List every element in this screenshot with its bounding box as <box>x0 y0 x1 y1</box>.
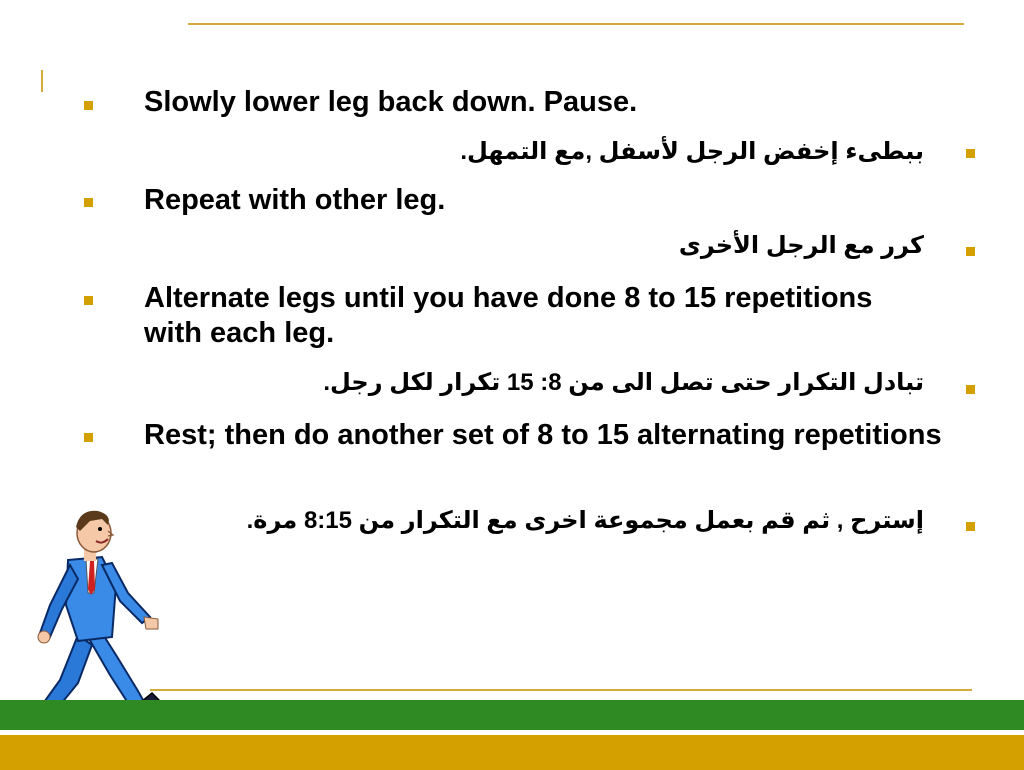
ar-item-text: تبادل التكرار حتى تصل الى من 8: 15 تكرار لكل رجل. <box>323 369 924 396</box>
walking-man-icon <box>20 505 170 730</box>
en-item-text: Alternate legs until you have done 8 to 15 repetitions with each leg. <box>144 282 873 349</box>
square-bullet-icon <box>966 385 975 394</box>
footer-band-gold <box>0 733 1024 770</box>
square-bullet-icon <box>84 296 93 305</box>
bottom-divider-line <box>150 689 972 691</box>
square-bullet-icon <box>966 149 975 158</box>
square-bullet-icon <box>966 522 975 531</box>
ar-item-text: ببطىء إخفض الرجل لأسفل ,مع التمهل. <box>460 138 924 165</box>
en-item-text: Repeat with other leg. <box>144 184 446 216</box>
ar-item-text: كرر مع الرجل الأخرى <box>678 232 924 259</box>
footer-band-green <box>0 700 1024 730</box>
en-item-text: Rest; then do another set of 8 to 15 alternating repetitions <box>144 419 942 451</box>
square-bullet-icon <box>966 247 975 256</box>
en-item-text: Slowly lower leg back down. Pause. <box>144 86 638 118</box>
square-bullet-icon <box>84 198 93 207</box>
square-bullet-icon <box>84 433 93 442</box>
ar-item-text: إسترح , ثم قم بعمل مجموعة اخرى مع التكرار من 8:15 مرة. <box>246 507 924 534</box>
square-bullet-icon <box>84 101 93 110</box>
